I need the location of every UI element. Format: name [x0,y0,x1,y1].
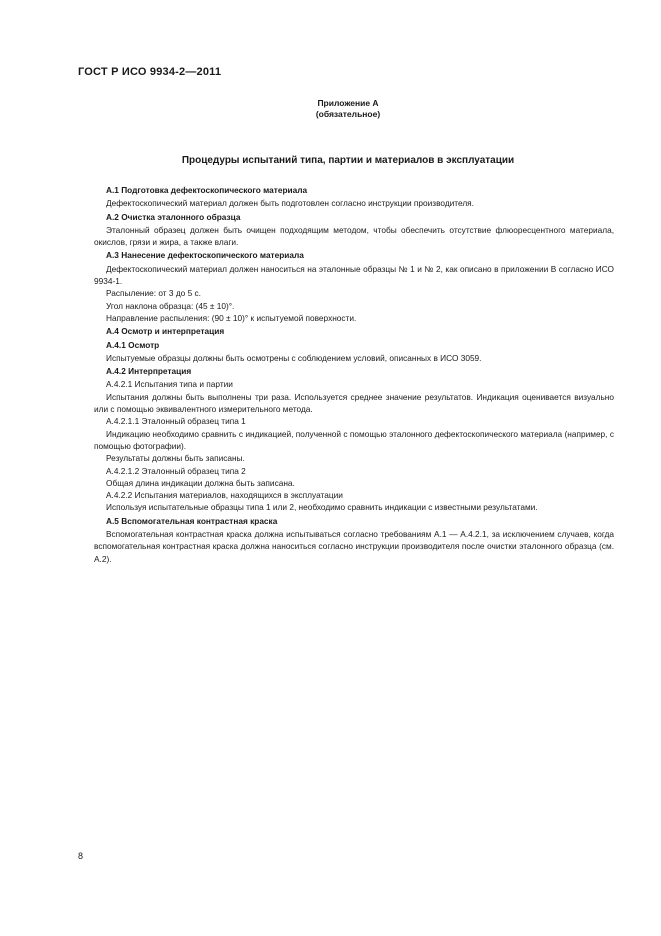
paragraph: Угол наклона образца: (45 ± 10)°. [106,300,235,311]
paragraph: Результаты должны быть записаны. [106,453,245,464]
annex-title: Приложение А [317,98,379,108]
section-heading: А.4.1 Осмотр [106,339,160,350]
paragraph: А.4.2.1.2 Эталонный образец типа 2 [106,465,246,476]
document-number: ГОСТ Р ИСО 9934-2—2011 [78,66,222,78]
paragraph: А.4.2.2 Испытания материалов, находящихся в эксплуатации [106,490,343,501]
paragraph: Испытуемые образцы должны быть осмотрены с соблюдением условий, описанных в ИСО 3059. [106,352,482,363]
paragraph: Направление распыления: (90 ± 10)° к испытуемой поверхности. [106,312,357,323]
section-heading: А.5 Вспомогательная контрастная краска [106,515,278,526]
page-number: 8 [78,851,84,861]
paragraph: А.4.2.1 Испытания типа и партии [106,379,233,390]
paragraph: Эталонный образец должен быть очищен подходящим методом, чтобы обеспечить отсутствие флюоресцентного материала, окислов, грязи и жира, а также влаги. [94,224,614,248]
paragraph: Общая длина индикации должна быть записана. [106,477,295,488]
section-heading: А.4.2 Интерпретация [106,366,192,377]
paragraph: А.4.2.1.1 Эталонный образец типа 1 [106,416,246,427]
section-heading: А.3 Нанесение дефектоскопического материала [106,250,304,261]
annex-heading [78,98,618,120]
paragraph: Вспомогательная контрастная краска должна испытываться согласно требованиям А.1 — А.4.2.1, за исключением случаев, когда вспомогательная контрастная краска должна наноситься согласно инструкции производителя после очистки эталонного образца (см. А.2). [94,529,614,564]
section-heading: А.2 Очистка эталонного образца [106,211,241,222]
document-body [94,183,614,565]
paragraph: Используя испытательные образцы типа 1 или 2, необходимо сравнить индикации с известными результатами. [106,502,538,513]
paragraph: Индикацию необходимо сравнить с индикацией, полученной с помощью эталонного дефектоскопического материала (например, с помощью фотографии). [94,428,614,451]
annex-status: (обязательное) [315,109,381,119]
paragraph: Дефектоскопический материал должен наноситься на эталонные образцы № 1 и № 2, как описано в приложении В согласно ИСО 9934-1. [94,263,614,287]
paragraph: Распыление: от 3 до 5 с. [106,288,201,299]
annex-main-title: Процедуры испытаний типа, партии и материалов в эксплуатации [181,155,515,166]
section-heading: А.4 Осмотр и интерпретация [106,326,225,337]
paragraph: Испытания должны быть выполнены три раза. Используется среднее значение результатов. Индикация оценивается визуально или с помощью эквивалентного измерительного метода. [94,391,614,415]
section-heading: А.1 Подготовка дефектоскопического материала [106,185,308,195]
paragraph: Дефектоскопический материал должен быть подготовлен согласно инструкции производителя. [106,198,474,209]
